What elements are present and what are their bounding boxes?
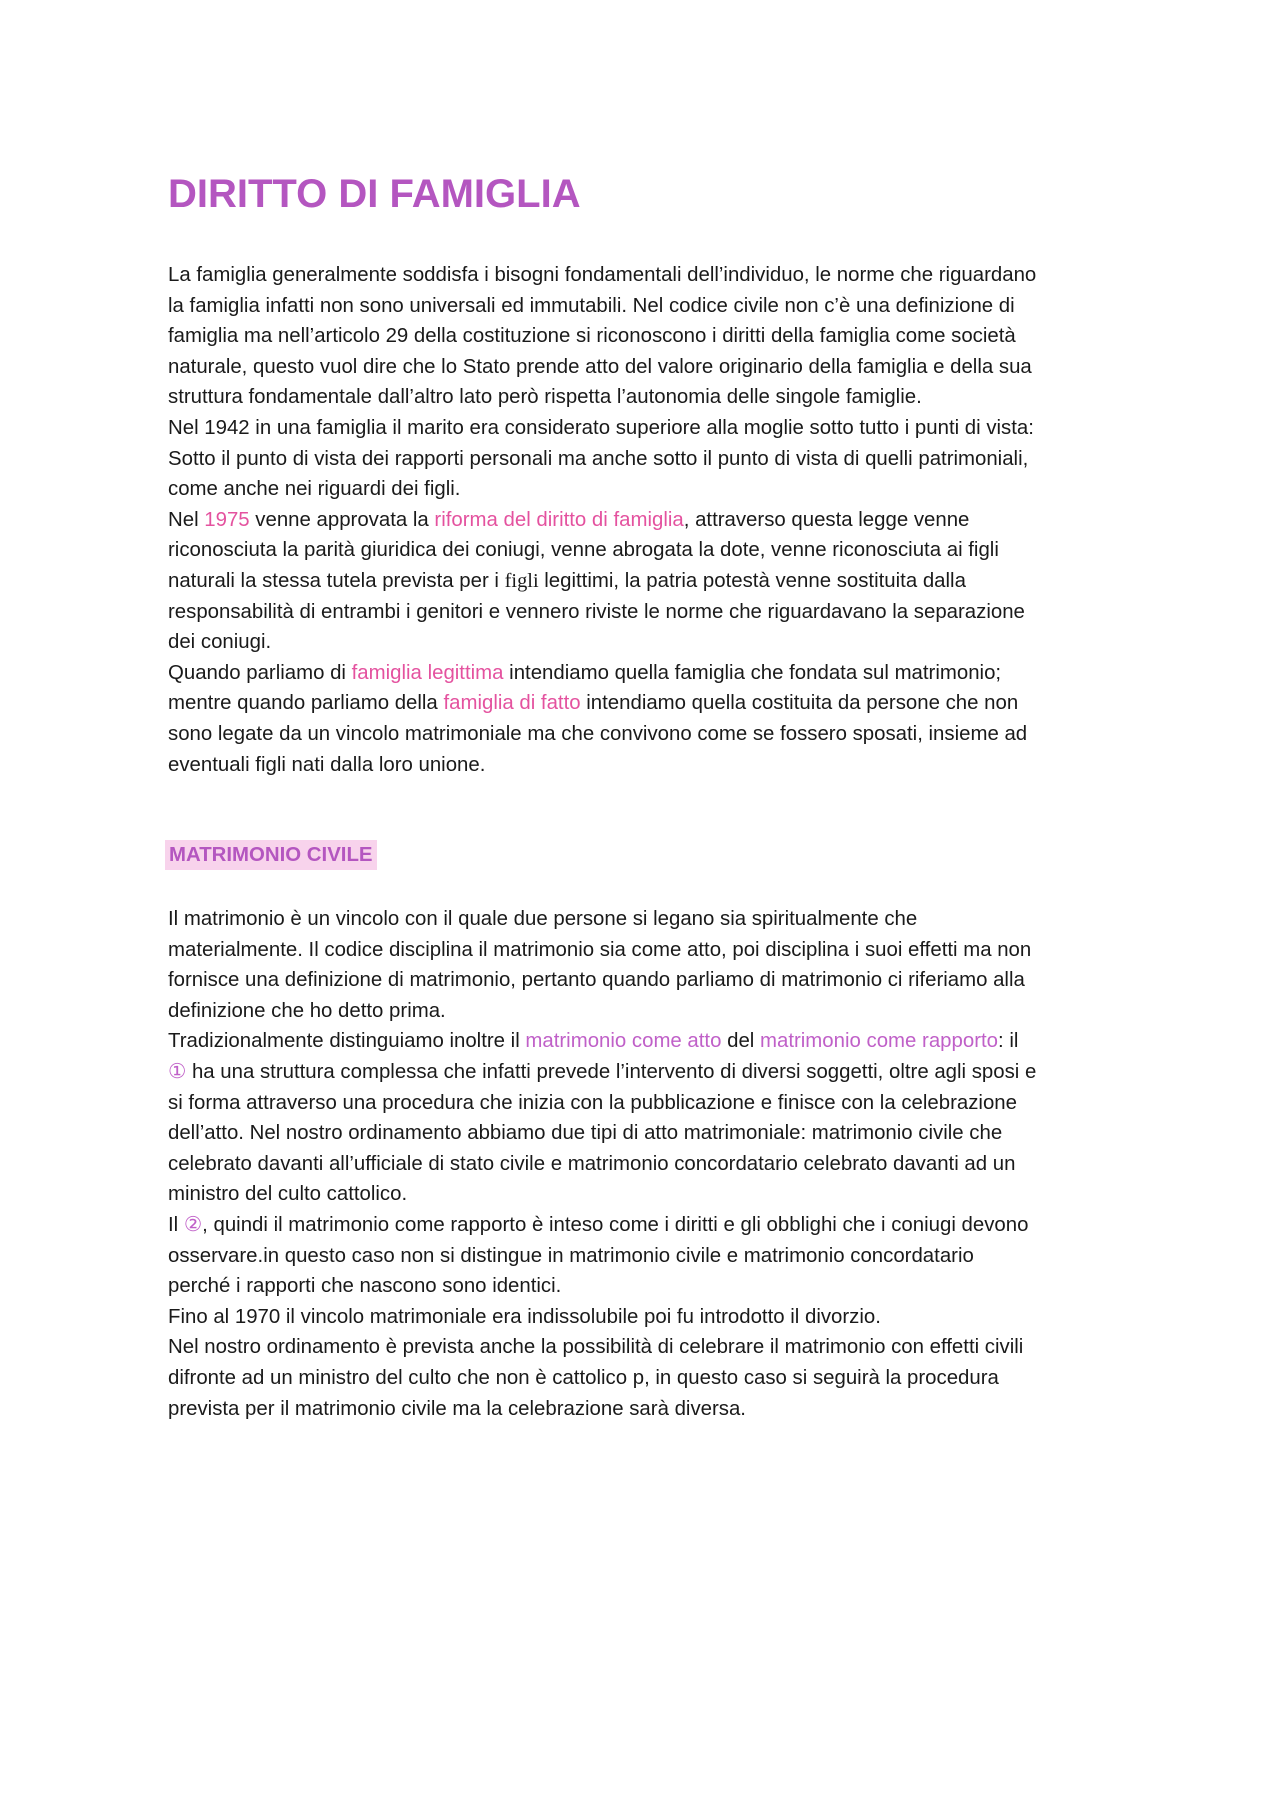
text-line: si forma attraverso una procedura che inizia con la pubblicazione e finisce con la celebrazione	[168, 1091, 1017, 1114]
text-line	[168, 688, 1128, 719]
text-run: legittimi, la patria potestà venne sostituita dalla	[538, 569, 966, 592]
text-run: , attraverso questa legge venne	[683, 508, 970, 531]
text-line: come anche nei riguardi dei figli.	[168, 478, 461, 501]
text-line: la famiglia infatti non sono universali ed immutabili. Nel codice civile non c’è una definizione di	[168, 294, 1015, 317]
serif-word: figli	[504, 569, 539, 592]
text-line: sono legate da un vincolo matrimoniale ma che convivono come se fossero sposati, insieme ad	[168, 722, 1028, 745]
highlight-term: famiglia legittima	[351, 661, 504, 684]
text-run: intendiamo quella famiglia che fondata sul matrimonio;	[503, 661, 1002, 684]
text-run: naturali la stessa tutela prevista per i	[168, 569, 505, 592]
circled-one-marker: ①	[168, 1060, 187, 1083]
text-line: responsabilità di entrambi i genitori e vennero riviste le norme che riguardavano la separazione	[168, 600, 1025, 623]
text-run: Tradizionalmente distinguiamo inoltre il	[168, 1030, 526, 1053]
text-line: prevista per il matrimonio civile ma la celebrazione sarà diversa.	[168, 1397, 746, 1420]
text-line: Il matrimonio è un vincolo con il quale due persone si legano sia spiritualmente che	[168, 908, 918, 930]
text-line: riconosciuta la parità giuridica dei coniugi, venne abrogata la dote, venne riconosciuta ai figli	[168, 539, 999, 562]
text-run: , quindi il matrimonio come rapporto è inteso come i diritti e gli obblighi che i coniugi devono	[202, 1213, 1029, 1236]
page-title: DIRITTO DI FAMIGLIA	[168, 172, 581, 216]
text-line	[168, 1026, 1128, 1057]
section-heading: MATRIMONIO CIVILE	[165, 840, 377, 870]
text-run: mentre quando parliamo della	[168, 692, 444, 715]
text-line: struttura fondamentale dall’altro lato però rispetta l’autonomia delle singole famiglie.	[168, 386, 922, 409]
text-run: : il	[998, 1030, 1019, 1053]
text-run: intendiamo quella costituita da persone che non	[580, 692, 1019, 715]
text-line: La famiglia generalmente soddisfa i bisogni fondamentali dell’individuo, le norme che riguardano	[168, 264, 1037, 286]
text-line: fornisce una definizione di matrimonio, pertanto quando parliamo di matrimonio ci riferiamo alla	[168, 969, 1025, 992]
highlight-term: famiglia di fatto	[443, 692, 581, 715]
text-line: materialmente. Il codice disciplina il matrimonio sia come atto, poi disciplina i suoi effetti ma non	[168, 938, 1032, 961]
text-line	[168, 505, 1128, 536]
text-line: Fino al 1970 il vincolo matrimoniale era indissolubile poi fu introdotto il divorzio.	[168, 1305, 881, 1328]
circled-two-marker: ②	[183, 1213, 203, 1236]
text-line: eventuali figli nati dalla loro unione.	[168, 753, 486, 776]
intro-paragraph	[168, 260, 1128, 780]
highlight-year: 1975	[204, 508, 250, 531]
text-run: venne approvata la	[249, 508, 435, 531]
text-line: dei coniugi.	[168, 631, 272, 654]
text-line: ministro del culto cattolico.	[168, 1183, 408, 1206]
text-line: difronte ad un ministro del culto che non è cattolico p, in questo caso si seguirà la procedura	[168, 1366, 999, 1389]
text-line: naturale, questo vuol dire che lo Stato prende atto del valore originario della famiglia e della sua	[168, 355, 1032, 378]
text-run: del	[721, 1030, 760, 1053]
text-run: Quando parliamo di	[168, 661, 352, 684]
text-line: dell’atto. Nel nostro ordinamento abbiamo due tipi di atto matrimoniale: matrimonio civile che	[168, 1122, 1003, 1145]
highlight-term: riforma del diritto di famiglia	[434, 508, 684, 531]
text-line	[168, 1210, 1128, 1241]
text-line: osservare.in questo caso non si distingue in matrimonio civile e matrimonio concordatario	[168, 1244, 974, 1267]
text-line	[168, 566, 1128, 597]
text-line: celebrato davanti all’ufficiale di stato civile e matrimonio concordatario celebrato davanti ad un	[168, 1152, 1016, 1175]
matrimonio-paragraph	[168, 904, 1128, 1424]
text-run: Il	[168, 1213, 184, 1236]
highlight-term: matrimonio come atto	[525, 1030, 722, 1053]
text-line: Sotto il punto di vista dei rapporti personali ma anche sotto il punto di vista di quelli patrimoniali,	[168, 447, 1029, 470]
text-run: ha una struttura complessa che infatti prevede l’intervento di diversi soggetti, oltre agli sposi e	[186, 1060, 1037, 1083]
text-line: Nel 1942 in una famiglia il marito era considerato superiore alla moglie sotto tutto i punti di vista:	[168, 416, 1034, 439]
text-line: definizione che ho detto prima.	[168, 999, 446, 1022]
text-run: Nel	[168, 508, 205, 531]
text-line	[168, 658, 1128, 689]
text-line: Nel nostro ordinamento è prevista anche la possibilità di celebrare il matrimonio con effetti civili	[168, 1336, 1024, 1359]
text-line: perché i rapporti che nascono sono identici.	[168, 1275, 562, 1298]
text-line	[168, 1057, 1128, 1088]
highlight-term: matrimonio come rapporto	[760, 1030, 998, 1053]
text-line: famiglia ma nell’articolo 29 della costituzione si riconoscono i diritti della famiglia come società	[168, 325, 1016, 348]
